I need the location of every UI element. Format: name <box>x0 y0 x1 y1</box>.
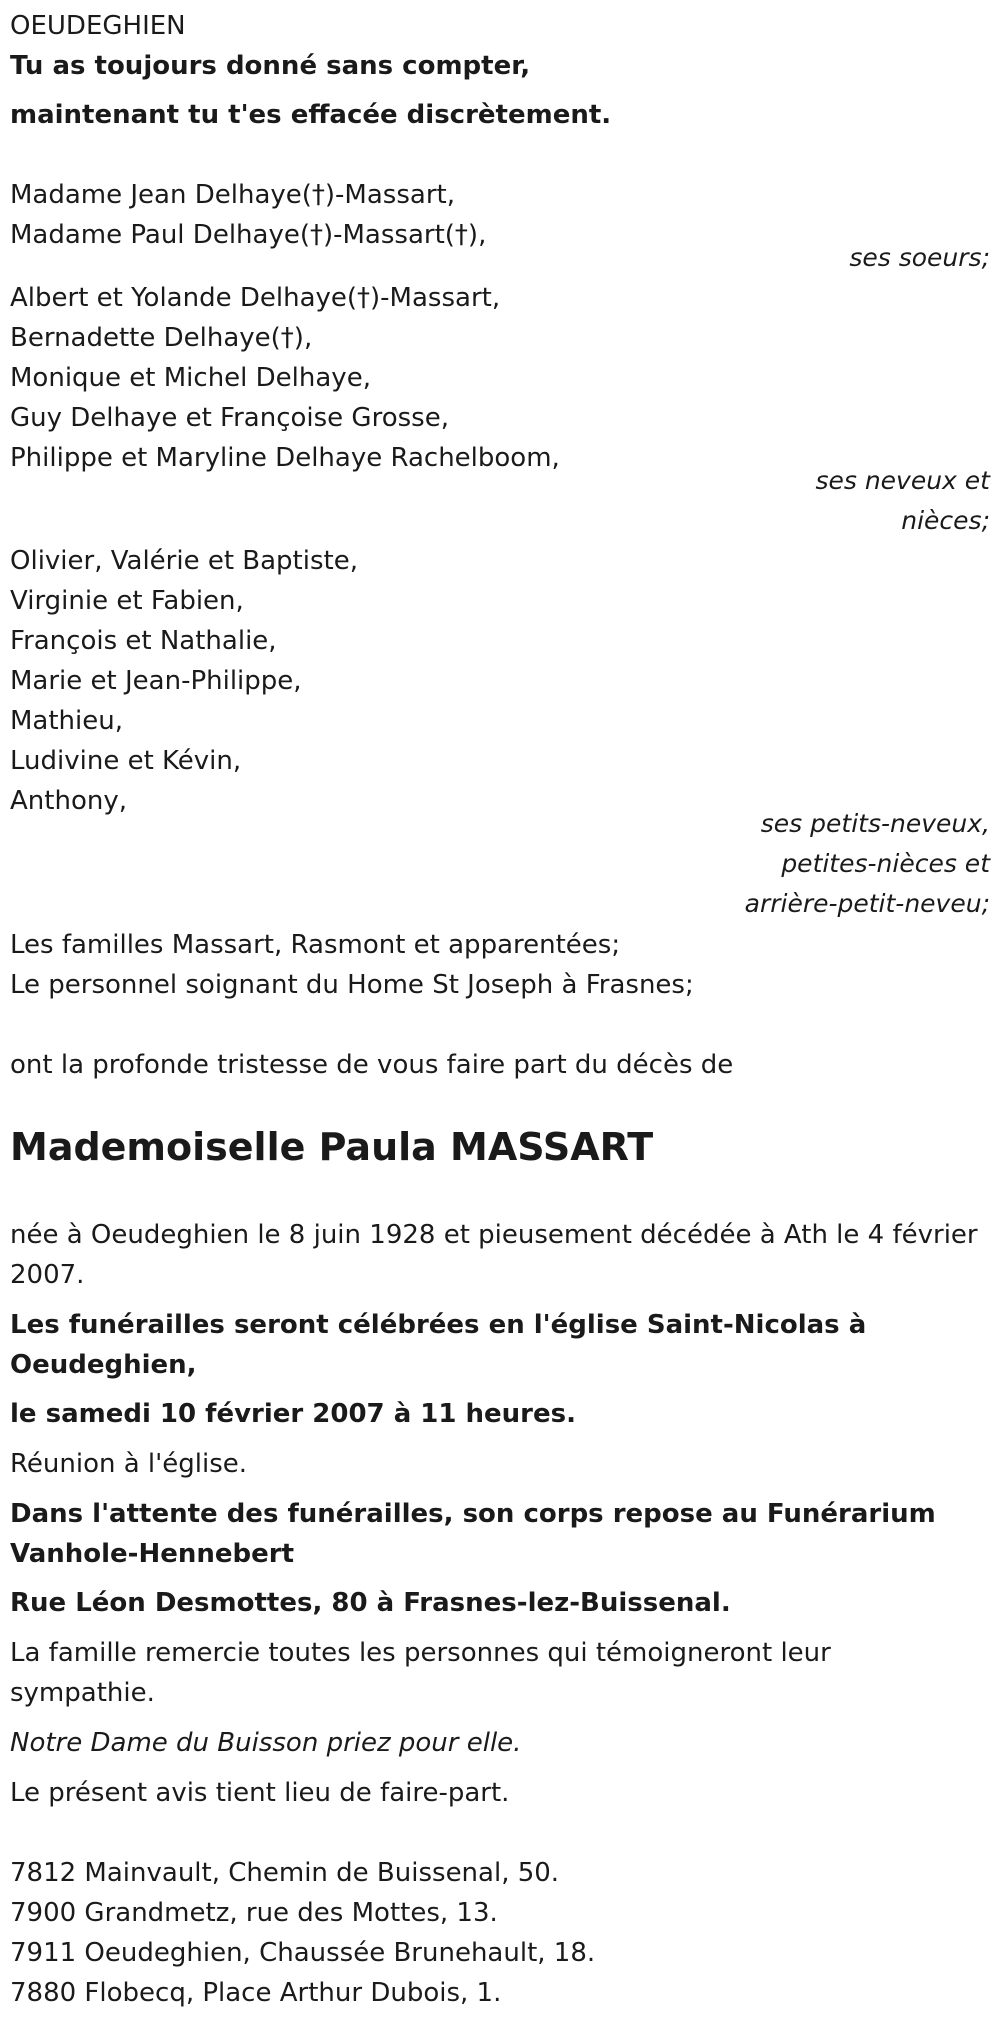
grand-nephew-name: Marie et Jean-Philippe, <box>10 666 302 696</box>
family-address: 7900 Grandmetz, rue des Mottes, 13. <box>10 1898 498 1928</box>
thanks-line-1: La famille remercie toutes les personnes qui témoigneront leur <box>10 1638 831 1668</box>
family-address: 7880 Flobecq, Place Arthur Dubois, 1. <box>10 1978 502 2008</box>
staff-line: Le personnel soignant du Home St Joseph à Frasnes; <box>10 970 694 1000</box>
grand-nephews-relation-line-3: arrière-petit-neveu; <box>744 889 990 918</box>
nephews-relation-line-1: ses neveux et <box>815 466 990 495</box>
grand-nephews-relation-line-2: petites-nièces et <box>781 849 990 878</box>
funeral-line-1: Les funérailles seront célébrées en l'église Saint-Nicolas à <box>10 1310 867 1340</box>
rest-line-2: Vanhole-Hennebert <box>10 1539 295 1569</box>
birth-death-line-2: 2007. <box>10 1260 85 1290</box>
grand-nephew-name: Virginie et Fabien, <box>10 586 244 616</box>
quote-line-1: Tu as toujours donné sans compter, <box>10 51 531 81</box>
notice: Le présent avis tient lieu de faire-part. <box>10 1778 510 1808</box>
birth-death-line-1: née à Oeudeghien le 8 juin 1928 et pieusement décédée à Ath le 4 février <box>10 1220 978 1250</box>
nephew-name: Philippe et Maryline Delhaye Rachelboom, <box>10 443 560 473</box>
sisters-relation: ses soeurs; <box>849 243 990 272</box>
funeral-line-2: Oeudeghien, <box>10 1350 197 1380</box>
sister-name: Madame Jean Delhaye(†)-Massart, <box>10 180 455 210</box>
family-line: Les familles Massart, Rasmont et apparentées; <box>10 930 621 960</box>
thanks-line-2: sympathie. <box>10 1678 155 1708</box>
sister-name: Madame Paul Delhaye(†)-Massart(†), <box>10 220 487 250</box>
nephew-name: Guy Delhaye et Françoise Grosse, <box>10 403 449 433</box>
grand-nephew-name: Mathieu, <box>10 706 124 736</box>
meeting-info: Réunion à l'église. <box>10 1449 248 1479</box>
funeral-date: le samedi 10 février 2007 à 11 heures. <box>10 1399 576 1429</box>
grand-nephews-relation-line-1: ses petits-neveux, <box>760 809 990 838</box>
announcement: ont la profonde tristesse de vous faire part du décès de <box>10 1050 734 1080</box>
grand-nephew-name: Anthony, <box>10 786 127 816</box>
funerarium-address: Rue Léon Desmottes, 80 à Frasnes-lez-Buissenal. <box>10 1588 731 1618</box>
nephews-relation-line-2: nièces; <box>901 506 990 535</box>
family-address: 7911 Oeudeghien, Chaussée Brunehault, 18. <box>10 1938 596 1968</box>
rest-line-1: Dans l'attente des funérailles, son corps repose au Funérarium <box>10 1499 936 1529</box>
nephew-name: Monique et Michel Delhaye, <box>10 363 371 393</box>
quote-line-2: maintenant tu t'es effacée discrètement. <box>10 100 612 130</box>
grand-nephew-name: Ludivine et Kévin, <box>10 746 242 776</box>
family-address: 7812 Mainvault, Chemin de Buissenal, 50. <box>10 1858 560 1888</box>
nephew-name: Bernadette Delhaye(†), <box>10 323 313 353</box>
deceased-name: Mademoiselle Paula MASSART <box>10 1125 654 1169</box>
grand-nephew-name: Olivier, Valérie et Baptiste, <box>10 546 358 576</box>
prayer: Notre Dame du Buisson priez pour elle. <box>10 1728 522 1758</box>
town-name: OEUDEGHIEN <box>10 11 186 41</box>
grand-nephew-name: François et Nathalie, <box>10 626 277 656</box>
nephew-name: Albert et Yolande Delhaye(†)-Massart, <box>10 283 501 313</box>
